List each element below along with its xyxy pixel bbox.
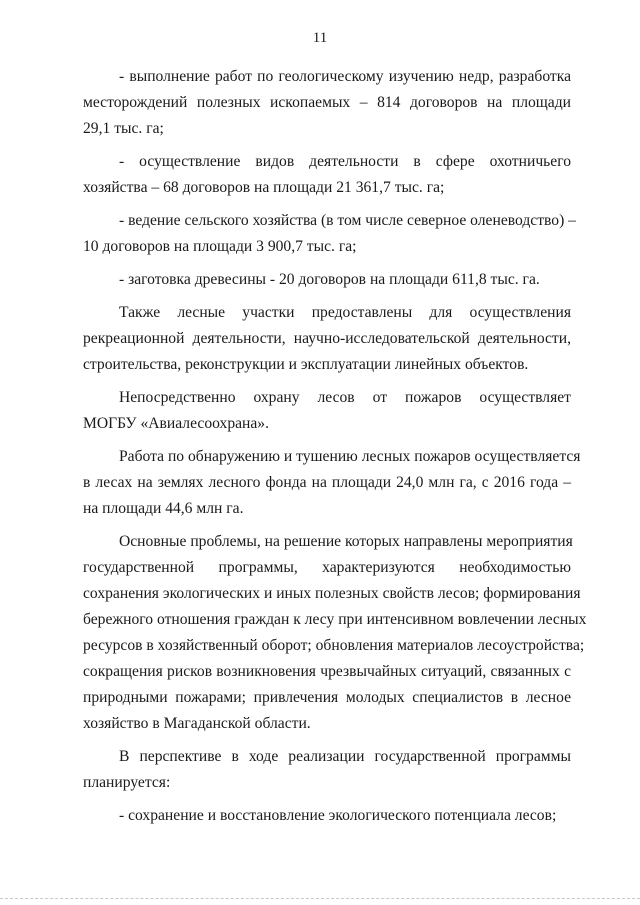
text-line: - заготовка древесины - 20 договоров на площади 611,8 тыс. га.	[119, 271, 540, 288]
paragraph-agriculture	[83, 208, 576, 260]
text-line: 29,1 тыс. га;	[83, 120, 164, 137]
paragraph-fire-protection	[83, 385, 571, 437]
text-line: хозяйство в Магаданской области.	[83, 715, 311, 732]
text-line: на площади 44,6 млн га.	[83, 500, 244, 517]
text-line: МОГБУ «Авиалесоохрана».	[83, 415, 270, 432]
text-line: природными пожарами; привлечения молодых специалистов в лесное	[83, 689, 571, 706]
text-line: - осуществление видов деятельности в сфере охотничьего	[119, 153, 571, 170]
text-line: - выполнение работ по геологическому изучению недр, разработка	[119, 68, 571, 85]
text-line: - ведение сельского хозяйства (в том числе северное оленеводство) –	[119, 212, 576, 229]
scan-bottom-edge	[0, 898, 640, 900]
text-line: 10 договоров на площади 3 900,7 тыс. га;	[83, 238, 357, 255]
document-body	[83, 64, 587, 829]
text-line: Работа по обнаружению и тушению лесных пожаров осуществляется	[119, 448, 581, 465]
text-line: сокращения рисков возникновения чрезвычайных ситуаций, связанных с	[83, 663, 571, 680]
paragraph-geology	[83, 64, 571, 142]
paragraph-main-problems	[83, 529, 587, 737]
text-line: Также лесные участки предоставлены для осуществления	[119, 304, 571, 321]
text-line: бережного отношения граждан к лесу при интенсивном вовлечении лесных	[83, 611, 587, 628]
text-line: сохранения экологических и иных полезных свойств лесов; формирования	[83, 585, 581, 602]
text-line: в лесах на землях лесного фонда на площади 24,0 млн га, с 2016 года –	[83, 474, 571, 491]
paragraph-forest-plots	[83, 300, 571, 378]
page-number: 11	[312, 30, 328, 46]
text-line: государственной программы, характеризуются необходимостью	[83, 559, 571, 576]
text-line: ресурсов в хозяйственный оборот; обновления материалов лесоустройства;	[83, 637, 585, 654]
paragraph-hunting	[83, 149, 571, 201]
text-line: хозяйства – 68 договоров на площади 21 361,7 тыс. га;	[83, 179, 445, 196]
text-line: - сохранение и восстановление экологического потенциала лесов;	[119, 807, 557, 824]
paragraph-outlook	[83, 744, 571, 796]
text-line: месторождений полезных ископаемых – 814 договоров на площади	[83, 94, 571, 111]
text-line: Основные проблемы, на решение которых направлены мероприятия	[119, 533, 573, 550]
text-line: В перспективе в ходе реализации государственной программы	[119, 748, 571, 765]
paragraph-fire-detection	[83, 444, 581, 522]
text-line: планируется:	[83, 774, 171, 791]
paragraph-timber	[83, 267, 571, 293]
paragraph-ecological-potential	[83, 803, 571, 829]
text-line: Непосредственно охрану лесов от пожаров осуществляет	[119, 389, 571, 406]
text-line: строительства, реконструкции и эксплуатации линейных объектов.	[83, 356, 529, 373]
text-line: рекреационной деятельности, научно-исследовательской деятельности,	[83, 330, 571, 347]
